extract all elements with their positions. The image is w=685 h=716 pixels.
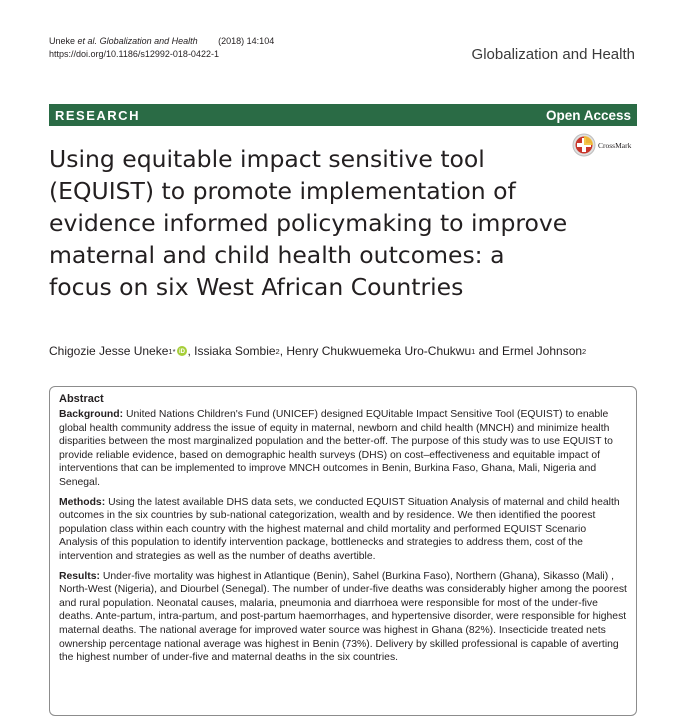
citation-line xyxy=(49,35,274,48)
author-name: Issiaka Sombie xyxy=(194,344,276,358)
journal-name: Globalization and Health xyxy=(471,46,635,63)
author-name: Henry Chukwuemeka Uro-Chukwu xyxy=(286,344,472,358)
svg-text:iD: iD xyxy=(178,349,185,356)
author-separator: and xyxy=(475,344,502,358)
doi-link[interactable]: https://doi.org/10.1186/s12992-018-0422-1 xyxy=(49,49,219,59)
article-header xyxy=(49,35,274,61)
author-list xyxy=(49,344,586,358)
author-name: Ermel Johnson xyxy=(502,344,583,358)
author-affiliation: 1* xyxy=(168,346,176,356)
header-authors: Uneke xyxy=(49,36,76,46)
crossmark-icon xyxy=(572,133,596,157)
header-volume: (2018) 14:104 xyxy=(218,36,275,46)
crossmark-label: CrossMark xyxy=(598,140,632,150)
author-affiliation: 1 xyxy=(471,346,476,356)
open-access-label: Open Access xyxy=(545,107,631,123)
crossmark-badge[interactable] xyxy=(572,133,631,157)
header-etal: et al. xyxy=(77,36,98,46)
abstract-methods xyxy=(59,496,627,564)
article-type-label: RESEARCH xyxy=(55,107,140,123)
results-text: Under-five mortality was highest in Atlantique (Benin), Sahel (Burkina Faso), Northern (Ghana), Sikasso (Mali) , North-West (Nigeria), and Diourbel (Senegal). The number of under-five deaths was considerably higher among the poorest and rural population. Neonatal causes, malaria, pneumonia and diarrhoea were responsible for most of the under-five deaths. Ante-partum, intra-partum, and post-partum haemorrhages, and hypertensive disorder, were responsible for highest maternal deaths. The national average for improved water source was highest in Ghana (82%). Insecticide treated nets ownership percentage national average was highest in Benin (73%). Delivery by skilled professional is capable of averting the highest number of under-five and maternal deaths in the six countries. xyxy=(59,570,627,664)
abstract-box xyxy=(49,386,637,716)
author-separator: , xyxy=(279,344,287,358)
abstract-results xyxy=(59,570,627,665)
header-journal: Globalization and Health xyxy=(99,36,198,46)
results-label: Results: xyxy=(59,570,100,582)
methods-text: Using the latest available DHS data sets, we conducted EQUIST Situation Analysis of maternal and child health outcomes in the six countries by sub-national categorization, wealth and by residence. We then identified the poorest population class within each country with the highest maternal and child mortality and performed EQUIST Scenario Analysis of this population to identify intervention package, bottlenecks and strategies to address them, cost of the intervention and strategies as well as the number of deaths avertible. xyxy=(59,496,620,562)
author-name: Chigozie Jesse Uneke xyxy=(49,344,169,358)
background-label: Background: xyxy=(59,409,124,420)
methods-label: Methods: xyxy=(59,496,106,508)
orcid-icon[interactable] xyxy=(177,346,187,356)
article-title: Using equitable impact sensitive tool (EQUIST) to promote implementation of evidence informed policymaking to improve maternal and child health outcomes: a focus on six West African Countries xyxy=(49,145,568,301)
abstract-background xyxy=(59,408,627,490)
author-affiliation: 2 xyxy=(582,346,587,356)
research-banner xyxy=(49,104,637,126)
background-text: United Nations Children's Fund (UNICEF) designed EQUitable Impact Sensitive Tool (EQUIST) to enable global health community address the issue of equity in maternal, newborn and child health (MNCH) and minimize health disparities between the most marginalized population and the better-off. The purpose of this study was to use EQUIST to provide reliable evidence, based on demographic health surveys (DHS) on cost–effectiveness and equitable impact of interventions that can be implemented to improve MNCH outcomes in Benin, Burkina Faso, Ghana, Mali, Nigeria and Senegal. xyxy=(59,409,613,488)
author-affiliation: 2 xyxy=(275,346,280,356)
author-separator: , xyxy=(187,344,195,358)
abstract-heading: Abstract xyxy=(59,393,104,405)
